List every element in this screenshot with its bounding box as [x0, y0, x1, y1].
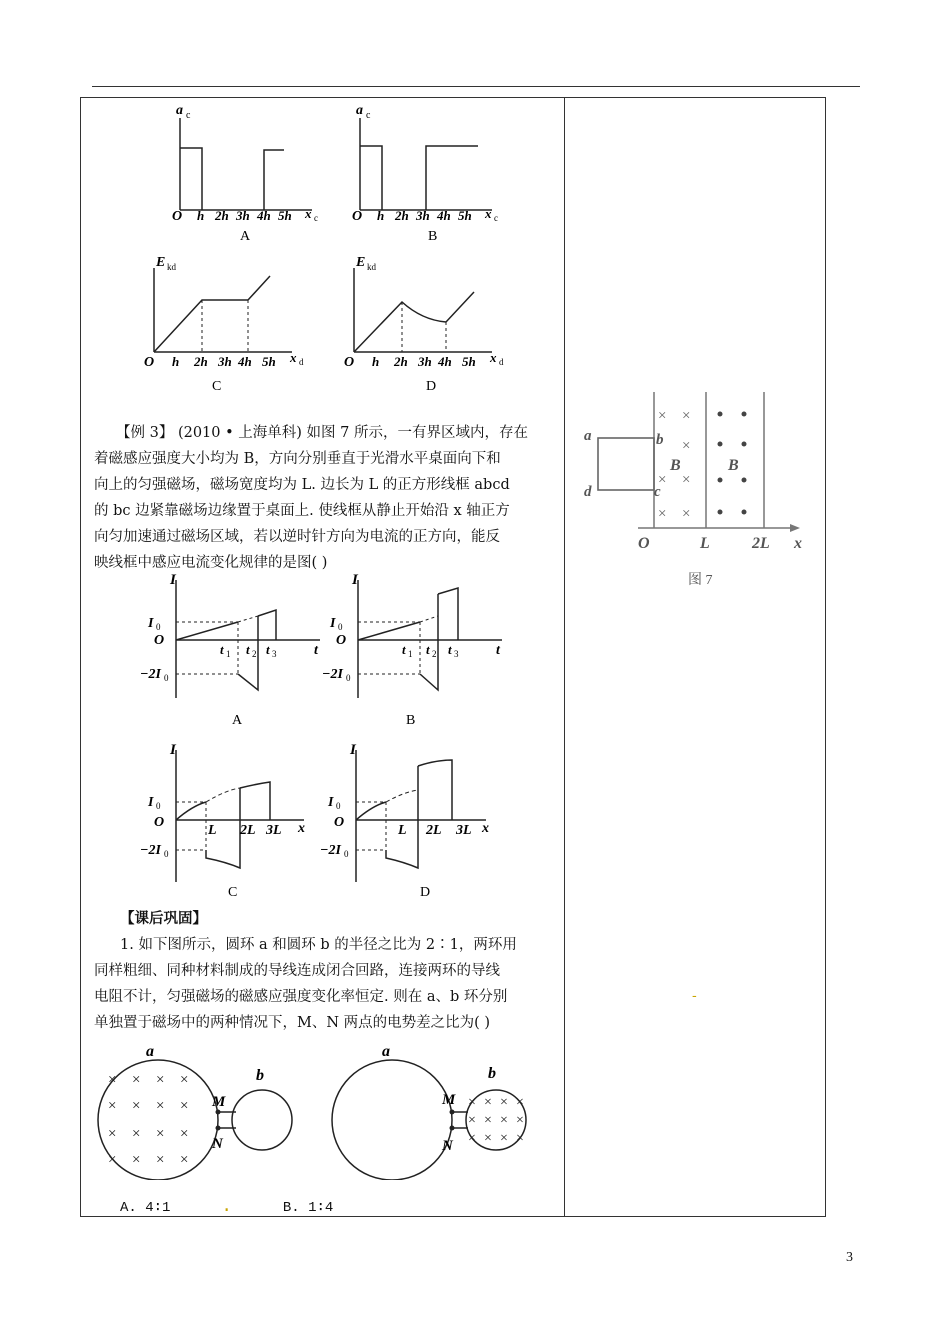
example3-line: 映线框中感应电流变化规律的是图( ) — [94, 555, 328, 571]
graph-label: A — [240, 229, 251, 243]
ring-pair-right — [332, 1043, 526, 1180]
svg-text:×: × — [468, 1113, 476, 1128]
svg-text:×: × — [156, 1098, 165, 1114]
graph-ix-d — [320, 740, 520, 900]
tick-2l: 2L — [752, 535, 770, 552]
tick-label: 4h — [238, 354, 252, 369]
example3-text — [94, 420, 560, 576]
y-axis-sub: kd — [167, 262, 176, 272]
tick-label: h — [372, 354, 380, 369]
graph-label: B — [428, 229, 438, 243]
y-axis-sub: c — [186, 110, 191, 121]
ring-b-label: b — [488, 1065, 496, 1082]
svg-text:×: × — [682, 438, 691, 454]
ring-b-label: b — [256, 1067, 264, 1084]
figure-caption: 图 7 — [688, 573, 713, 588]
graph-label: C — [228, 885, 238, 900]
tick-label: t — [266, 642, 270, 657]
tick-label: t — [246, 642, 250, 657]
field-crosses — [108, 1072, 188, 1168]
x-axis-label: x — [485, 206, 492, 221]
svg-text:×: × — [516, 1095, 524, 1110]
origin-label: O — [154, 633, 165, 648]
graph-label: D — [426, 379, 437, 394]
x-axis-label: x — [290, 350, 297, 365]
x-axis-label: t — [496, 643, 500, 658]
origin-label: O — [172, 209, 183, 224]
svg-text:0: 0 — [336, 801, 341, 811]
tick-label: 3h — [218, 354, 232, 369]
graph-label: B — [406, 713, 416, 728]
origin-label: O — [144, 355, 155, 370]
ring-a — [332, 1060, 452, 1180]
neg-label: −2I — [320, 843, 341, 858]
graph-ix-c — [140, 740, 340, 900]
tick-label: 4h — [437, 208, 451, 223]
x-axis-sub: d — [299, 357, 304, 367]
tick-label: 5h — [458, 208, 472, 223]
option-b[interactable]: B. 1∶4 — [282, 1200, 334, 1216]
figure-7 — [578, 388, 814, 594]
y-axis-sub: c — [366, 110, 371, 121]
svg-text:×: × — [468, 1131, 476, 1146]
y-axis-label: I — [350, 742, 356, 758]
svg-text:×: × — [156, 1126, 165, 1142]
svg-text:×: × — [108, 1152, 117, 1168]
x-axis-label: x — [305, 206, 312, 221]
svg-text:×: × — [108, 1126, 117, 1142]
x-axis-label: x — [298, 821, 305, 836]
svg-text:0: 0 — [344, 849, 349, 859]
answer-options — [120, 1194, 540, 1221]
graph-it-b — [322, 570, 522, 730]
x-axis-label: x — [482, 821, 489, 836]
tick-label: 2h — [194, 354, 208, 369]
tick-label: 3h — [236, 208, 250, 223]
plot-line — [438, 588, 458, 640]
svg-text:×: × — [658, 408, 667, 424]
i0-label: I — [148, 616, 154, 631]
tick-label: 3h — [416, 208, 430, 223]
tick-label: 3L — [266, 823, 282, 838]
example3-line: 【例 3】 (2010 • 上海单科) 如图 7 所示，一有界区域内，存在 — [116, 425, 528, 441]
example3-line: 向匀加速通过磁场区域，若以逆时针方向为电流的正方向，能反 — [94, 529, 500, 545]
plot-line — [154, 276, 270, 352]
tick-label: t — [402, 642, 406, 657]
example3-line: 向上的匀强磁场，磁场宽度均为 L. 边长为 L 的正方形线框 abcd — [94, 477, 510, 493]
svg-text:2: 2 — [252, 649, 257, 659]
plot-segment — [180, 148, 202, 210]
rings-diagram — [96, 1040, 560, 1180]
corner-d: d — [584, 484, 592, 500]
i0-label: I — [330, 616, 336, 631]
tick-label: 5h — [262, 354, 276, 369]
ring-a-label: a — [382, 1043, 390, 1060]
plot-line — [354, 292, 474, 352]
tick-label: 3h — [418, 354, 432, 369]
svg-text:×: × — [156, 1152, 165, 1168]
svg-text:2: 2 — [432, 649, 437, 659]
graph-label: A — [232, 713, 243, 728]
origin-label: O — [352, 209, 363, 224]
i0-label: I — [328, 795, 334, 810]
svg-text:0: 0 — [164, 673, 169, 683]
x-axis-label: x — [794, 535, 802, 552]
tick-label: 2L — [426, 823, 442, 838]
point-n-label: N — [442, 1138, 453, 1154]
svg-text:×: × — [180, 1152, 189, 1168]
svg-text:3: 3 — [454, 649, 459, 659]
plot-line — [358, 622, 420, 640]
neg-label: −2I — [140, 843, 161, 858]
option-a[interactable]: A. 4∶1 — [120, 1200, 171, 1216]
tick-label: t — [426, 642, 430, 657]
svg-text:×: × — [658, 472, 667, 488]
svg-text:0: 0 — [346, 673, 351, 683]
tick-label: 4h — [438, 354, 452, 369]
graph-label: D — [420, 885, 431, 900]
y-axis-sub: kd — [367, 262, 376, 272]
corner-c: c — [654, 484, 661, 500]
svg-text:1: 1 — [226, 649, 231, 659]
origin-label: O — [336, 633, 347, 648]
homework-line: 同样粗细、同种材料制成的导线连成闭合回路，连接两环的导线 — [94, 963, 500, 979]
ring-pair-left — [98, 1043, 292, 1180]
ring-b — [232, 1090, 292, 1150]
svg-text:0: 0 — [164, 849, 169, 859]
tick-label: 2h — [215, 208, 229, 223]
homework-line: 电阻不计，匀强磁场的磁感应强度变化率恒定. 则在 a、b 环分别 — [94, 989, 508, 1005]
svg-text:×: × — [484, 1113, 492, 1128]
tick-label: h — [197, 208, 205, 223]
tick-label: 3L — [456, 823, 472, 838]
svg-text:0: 0 — [156, 801, 161, 811]
plot-segment — [426, 146, 478, 210]
tick-label: h — [172, 354, 180, 369]
svg-text:×: × — [156, 1072, 165, 1088]
x-axis-label: x — [490, 350, 497, 365]
i0-label: I — [148, 795, 154, 810]
field-crosses — [468, 1095, 524, 1146]
y-axis-label: a — [176, 103, 183, 118]
graph-ac-b — [340, 98, 520, 243]
plot-segment — [360, 146, 382, 210]
svg-text:×: × — [108, 1098, 117, 1114]
origin-label: O — [344, 355, 355, 370]
field-label-b2: B — [728, 457, 739, 474]
point-m-label: M — [442, 1092, 456, 1108]
tick-label: 2h — [394, 354, 408, 369]
field-label-b1: B — [670, 457, 681, 474]
graph-ac-a — [160, 98, 340, 243]
svg-text:×: × — [132, 1072, 141, 1088]
tick-label: h — [377, 208, 385, 223]
svg-text:×: × — [500, 1131, 508, 1146]
x-axis-sub: d — [499, 357, 504, 367]
svg-text:×: × — [180, 1072, 189, 1088]
svg-text:×: × — [132, 1098, 141, 1114]
svg-text:×: × — [132, 1152, 141, 1168]
origin-label: O — [334, 815, 345, 830]
tick-label: 2h — [395, 208, 409, 223]
x-axis-label: t — [314, 643, 318, 658]
y-axis-label: a — [356, 103, 363, 118]
tick-label: L — [208, 823, 217, 838]
ring-a-label: a — [146, 1043, 154, 1060]
homework-line: 单独置于磁场中的两种情况下，M、N 两点的电势差之比为( ) — [94, 1015, 491, 1031]
neg-label: −2I — [322, 667, 343, 682]
homework-line: 1. 如下图所示，圆环 a 和圆环 b 的半径之比为 2∶1，两环用 — [120, 937, 517, 953]
tick-label: 5h — [462, 354, 476, 369]
decorative-dot: . — [221, 1197, 233, 1217]
svg-text:×: × — [682, 506, 691, 522]
origin-label: O — [154, 815, 165, 830]
svg-text:×: × — [658, 506, 667, 522]
svg-text:1: 1 — [408, 649, 413, 659]
square-loop — [598, 438, 654, 490]
tick-label: 2L — [240, 823, 256, 838]
svg-text:×: × — [108, 1072, 117, 1088]
y-axis-label: I — [352, 572, 358, 588]
svg-text:0: 0 — [156, 622, 161, 632]
point-m-label: M — [212, 1094, 226, 1110]
plot-segment — [264, 150, 284, 210]
y-axis-label: I — [170, 572, 176, 588]
example3-line: 着磁感应强度大小均为 B，方向分别垂直于光滑水平桌面向下和 — [94, 451, 501, 467]
plot-line — [176, 802, 206, 820]
svg-text:×: × — [516, 1113, 524, 1128]
svg-text:×: × — [500, 1113, 508, 1128]
homework-heading: 【课后巩固】 — [120, 910, 207, 927]
svg-text:×: × — [484, 1095, 492, 1110]
svg-text:×: × — [484, 1131, 492, 1146]
svg-text:×: × — [682, 472, 691, 488]
tick-label: 4h — [257, 208, 271, 223]
decorative-dot: - — [692, 988, 697, 1004]
y-axis-label: I — [170, 742, 176, 758]
plot-line — [258, 610, 276, 640]
tick-l: L — [700, 535, 710, 552]
column-divider — [564, 97, 565, 1217]
header-rule — [92, 86, 860, 87]
plot-line — [418, 760, 452, 820]
plot-line — [386, 766, 418, 868]
homework-section — [94, 906, 560, 1036]
svg-text:×: × — [180, 1126, 189, 1142]
tick-label: L — [398, 823, 407, 838]
page-number: 3 — [846, 1250, 853, 1265]
y-axis-label: E — [156, 255, 166, 270]
corner-a: a — [584, 428, 592, 444]
tick-label: t — [220, 642, 224, 657]
point-n-label: N — [212, 1136, 223, 1152]
y-axis-label: E — [356, 255, 366, 270]
graph-label: C — [212, 379, 222, 394]
svg-text:0: 0 — [338, 622, 343, 632]
tick-label: 5h — [278, 208, 292, 223]
graph-it-a — [140, 570, 340, 730]
origin-label: O — [638, 535, 650, 552]
svg-text:3: 3 — [272, 649, 277, 659]
plot-line — [356, 802, 386, 820]
x-axis-sub: c — [314, 213, 318, 223]
svg-text:×: × — [468, 1095, 476, 1110]
svg-text:×: × — [132, 1126, 141, 1142]
graph-ek-c — [140, 250, 330, 395]
corner-b: b — [656, 432, 664, 448]
svg-text:×: × — [516, 1131, 524, 1146]
plot-line — [176, 622, 238, 640]
svg-text:×: × — [682, 408, 691, 424]
tick-label: t — [448, 642, 452, 657]
plot-line — [240, 782, 270, 820]
x-axis-sub: c — [494, 213, 498, 223]
neg-label: −2I — [140, 667, 161, 682]
example3-line: 的 bc 边紧靠磁场边缘置于桌面上. 使线框从静止开始沿 x 轴正方 — [94, 503, 510, 519]
graph-ek-d — [340, 250, 530, 395]
svg-text:×: × — [500, 1095, 508, 1110]
svg-text:×: × — [180, 1098, 189, 1114]
